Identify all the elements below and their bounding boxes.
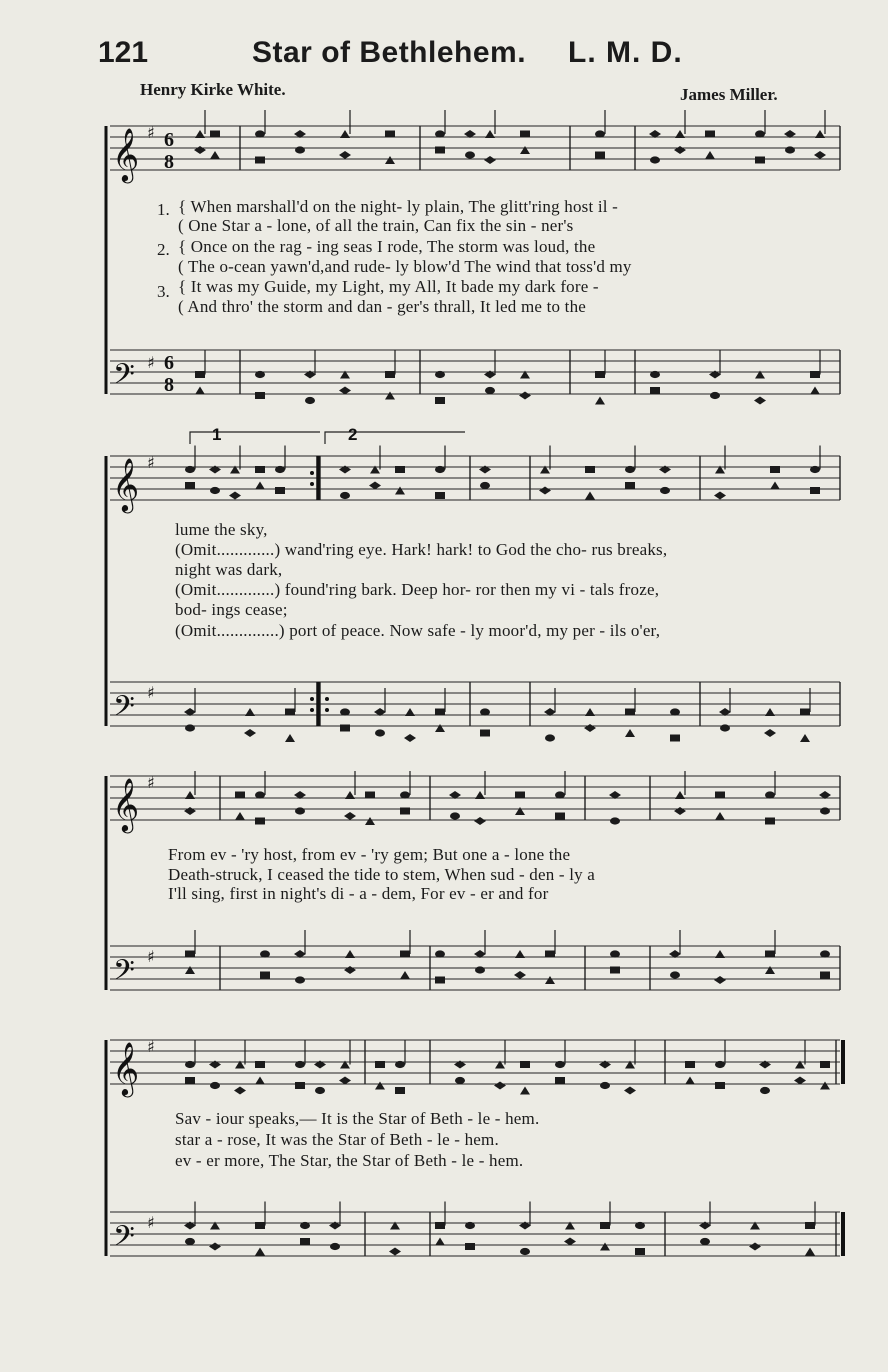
notehead	[519, 392, 531, 400]
notehead	[555, 791, 565, 798]
notehead	[715, 792, 725, 799]
notehead	[375, 1061, 385, 1068]
notehead	[435, 492, 445, 499]
notehead	[700, 1238, 710, 1245]
notehead	[820, 1082, 830, 1090]
notehead	[455, 1077, 465, 1084]
notehead	[260, 950, 270, 957]
notehead	[400, 971, 410, 979]
notehead	[435, 1238, 445, 1246]
notehead	[765, 708, 775, 716]
notehead	[475, 791, 485, 799]
notehead	[385, 392, 395, 400]
treble-clef-icon: 𝄞	[112, 777, 140, 831]
treble-clef-icon: 𝄞	[112, 1041, 140, 1095]
notehead	[810, 371, 820, 378]
notehead	[485, 387, 495, 394]
notehead	[555, 1061, 565, 1068]
notehead	[375, 729, 385, 736]
notehead	[435, 977, 445, 984]
notehead	[369, 482, 381, 490]
notehead	[555, 813, 565, 820]
treble-clef-icon: 𝄞	[112, 127, 140, 181]
lyric-line: { Once on the rag - ing seas I rode, The storm was loud, the	[178, 237, 596, 256]
notehead	[585, 708, 595, 716]
notehead	[210, 151, 220, 159]
notehead	[815, 130, 825, 138]
lyric-line: I'll sing, first in night's di - a - dem, For ev - er and for	[168, 884, 549, 903]
notehead	[255, 157, 265, 164]
notehead	[435, 724, 445, 732]
notehead	[345, 950, 355, 958]
notehead	[794, 1077, 806, 1085]
notehead	[764, 729, 776, 737]
verse-number: 2.	[157, 240, 170, 259]
lyric-line: Death-struck, I ceased the tide to stem, When sud - den - ly a	[168, 865, 596, 884]
notehead	[275, 466, 285, 473]
notehead	[255, 1077, 265, 1085]
notehead	[515, 792, 525, 799]
notehead	[705, 151, 715, 159]
notehead	[670, 735, 680, 742]
lyric-line: ( One Star a - lone, of all the train, Can fix the sin - ner's	[178, 216, 574, 235]
notehead	[515, 950, 525, 958]
notehead	[185, 951, 195, 958]
notehead	[520, 1248, 530, 1255]
hymn-meter: L. M. D.	[568, 36, 683, 69]
notehead	[255, 482, 265, 490]
notehead	[435, 709, 445, 716]
notehead	[475, 966, 485, 973]
notehead	[285, 709, 295, 716]
notehead	[339, 151, 351, 159]
hymn-title: Star of Bethlehem.	[252, 36, 527, 69]
notehead	[330, 1243, 340, 1250]
system-4-treble-staff	[110, 1040, 840, 1084]
notehead	[805, 1248, 815, 1256]
lyric-line: ( The o-cean yawn'd,and rude- ly blow'd The wind that toss'd my	[178, 257, 632, 276]
notehead	[340, 708, 350, 715]
notehead	[255, 1061, 265, 1068]
notehead	[260, 972, 270, 979]
notehead	[255, 1222, 265, 1229]
lyric-line: lume the sky,	[175, 520, 268, 539]
notehead	[244, 729, 256, 737]
notehead	[494, 1082, 506, 1090]
notehead	[295, 146, 305, 153]
notehead	[339, 1077, 351, 1085]
sharp-icon: ♯	[147, 123, 155, 142]
notehead	[715, 812, 725, 820]
bass-clef-icon: 𝄢	[113, 358, 135, 398]
notehead	[395, 1087, 405, 1094]
notehead	[480, 708, 490, 715]
lyric-line: { It was my Guide, my Light, my All, It bade my dark fore -	[178, 277, 599, 296]
notehead	[400, 791, 410, 798]
notehead	[234, 1087, 246, 1095]
notehead	[625, 729, 635, 737]
notehead	[185, 724, 195, 731]
notehead	[185, 1061, 195, 1068]
notehead	[625, 709, 635, 716]
svg-text:6: 6	[164, 129, 174, 151]
sharp-icon: ♯	[147, 947, 155, 966]
notehead	[749, 1243, 761, 1251]
notehead	[600, 1082, 610, 1089]
notehead	[340, 492, 350, 499]
notehead	[480, 482, 490, 489]
notehead	[255, 466, 265, 473]
notehead	[365, 792, 375, 799]
notehead	[185, 482, 195, 489]
bass-clef-icon: 𝄢	[113, 954, 135, 994]
notehead	[714, 976, 726, 984]
notehead	[715, 1082, 725, 1089]
notehead	[195, 371, 205, 378]
notehead	[595, 371, 605, 378]
notehead	[315, 1087, 325, 1094]
sharp-icon: ♯	[147, 353, 155, 372]
lyric-line: From ev - 'ry host, from ev - 'ry gem; But one a - lone the	[168, 845, 571, 864]
notehead	[195, 130, 205, 138]
sharp-icon: ♯	[147, 1037, 155, 1056]
notehead	[485, 130, 495, 138]
notehead	[650, 156, 660, 163]
notehead	[465, 1243, 475, 1250]
lyric-line: (Omit.............) found'ring bark. Deep hor- ror then my vi - tals froze,	[175, 580, 660, 599]
notehead	[650, 387, 660, 394]
volta-brackets	[190, 432, 465, 444]
notehead	[660, 487, 670, 494]
notehead	[810, 387, 820, 395]
notehead	[585, 492, 595, 500]
notehead	[400, 808, 410, 815]
notehead	[770, 466, 780, 473]
notehead	[340, 130, 350, 138]
notehead	[714, 492, 726, 500]
notehead	[595, 152, 605, 159]
notehead	[675, 791, 685, 799]
notehead	[765, 951, 775, 958]
notehead	[520, 1061, 530, 1068]
notehead	[295, 976, 305, 983]
notehead	[385, 156, 395, 164]
notehead	[275, 487, 285, 494]
notehead	[404, 734, 416, 742]
notehead	[610, 967, 620, 974]
notehead	[395, 466, 405, 473]
notehead	[295, 807, 305, 814]
notehead	[685, 1077, 695, 1085]
notehead	[650, 371, 660, 378]
notehead	[800, 709, 810, 716]
notehead	[770, 482, 780, 490]
sharp-icon: ♯	[147, 683, 155, 702]
notehead	[480, 730, 490, 737]
notehead	[670, 971, 680, 978]
notehead	[545, 976, 555, 984]
notehead	[450, 812, 460, 819]
notehead	[210, 131, 220, 138]
notehead	[625, 482, 635, 489]
notehead	[674, 146, 686, 154]
notehead	[585, 466, 595, 473]
notehead	[300, 1238, 310, 1245]
notehead	[710, 392, 720, 399]
notehead	[385, 131, 395, 138]
notehead	[185, 466, 195, 473]
notehead	[235, 792, 245, 799]
notehead	[435, 1222, 445, 1229]
lyric-line: (Omit.............) wand'ring eye. Hark! hark! to God the cho- rus breaks,	[175, 540, 668, 559]
notehead	[600, 1222, 610, 1229]
notehead	[344, 812, 356, 820]
notehead	[255, 1248, 265, 1256]
notehead	[754, 397, 766, 405]
sharp-icon: ♯	[147, 773, 155, 792]
notehead	[340, 725, 350, 732]
notehead	[595, 397, 605, 405]
notehead	[185, 1077, 195, 1084]
sharp-icon: ♯	[147, 453, 155, 472]
notehead	[765, 966, 775, 974]
notehead	[635, 1222, 645, 1229]
notehead	[675, 130, 685, 138]
notehead	[674, 807, 686, 815]
notehead	[520, 131, 530, 138]
notehead	[435, 466, 445, 473]
notehead	[755, 157, 765, 164]
notehead	[625, 466, 635, 473]
system-2-treble-staff	[110, 456, 840, 500]
notehead	[539, 487, 551, 495]
lyric-line: ( And thro' the storm and dan - ger's thrall, It led me to the	[178, 297, 587, 316]
notehead	[345, 791, 355, 799]
notehead	[820, 972, 830, 979]
notehead	[395, 487, 405, 495]
notehead	[195, 387, 205, 395]
notehead	[484, 156, 496, 164]
notehead	[810, 487, 820, 494]
notehead	[184, 807, 196, 815]
notehead	[400, 951, 410, 958]
notehead	[564, 1238, 576, 1246]
notehead	[715, 1061, 725, 1068]
notehead	[805, 1222, 815, 1229]
notehead	[209, 1243, 221, 1251]
notehead	[435, 371, 445, 378]
notehead	[820, 950, 830, 957]
notehead	[820, 807, 830, 814]
notehead	[820, 1061, 830, 1068]
notehead	[435, 130, 445, 137]
notehead	[229, 492, 241, 500]
notehead	[435, 397, 445, 404]
verse-number: 3.	[157, 282, 170, 301]
notehead	[755, 130, 765, 137]
notehead	[285, 734, 295, 742]
notehead	[600, 1243, 610, 1251]
bass-clef-icon: 𝄢	[113, 690, 135, 730]
notehead	[194, 146, 206, 154]
svg-text:6: 6	[164, 352, 174, 374]
time-signature	[164, 129, 174, 396]
notehead	[375, 1082, 385, 1090]
notehead	[385, 371, 395, 378]
notehead	[800, 734, 810, 742]
lyric-line: bod- ings cease;	[175, 600, 288, 619]
notehead	[635, 1248, 645, 1255]
svg-text:8: 8	[164, 374, 174, 396]
notehead	[520, 1087, 530, 1095]
notehead	[305, 397, 315, 404]
notehead	[300, 1222, 310, 1229]
notehead	[765, 818, 775, 825]
notehead	[344, 966, 356, 974]
notehead	[295, 1061, 305, 1068]
notehead	[405, 708, 415, 716]
notehead	[255, 371, 265, 378]
notehead	[245, 708, 255, 716]
notehead	[295, 1082, 305, 1089]
lyric-line: night was dark,	[175, 560, 283, 579]
notehead	[715, 950, 725, 958]
notehead	[435, 147, 445, 154]
notehead	[760, 1087, 770, 1094]
notehead	[255, 130, 265, 137]
sharp-icon: ♯	[147, 1213, 155, 1232]
notehead	[610, 950, 620, 957]
notehead	[705, 131, 715, 138]
notehead	[624, 1087, 636, 1095]
notehead	[474, 817, 486, 825]
notehead	[810, 466, 820, 473]
notehead	[339, 387, 351, 395]
notehead	[255, 392, 265, 399]
notehead	[814, 151, 826, 159]
notehead	[584, 724, 596, 732]
notehead	[465, 1222, 475, 1229]
notehead	[545, 734, 555, 741]
notehead	[395, 1061, 405, 1068]
lyric-line: Sav - iour speaks,— It is the Star of Beth - le - hem.	[175, 1109, 540, 1128]
notehead	[720, 724, 730, 731]
notehead	[235, 812, 245, 820]
second-ending-label: 2	[348, 425, 358, 444]
author-credit: Henry Kirke White.	[140, 80, 286, 99]
notehead	[520, 146, 530, 154]
notehead	[685, 1061, 695, 1068]
lyric-line: (Omit..............) port of peace. Now safe - ly moor'd, my per - ils o'er,	[175, 621, 661, 640]
bass-clef-icon: 𝄢	[113, 1220, 135, 1260]
notehead	[555, 1077, 565, 1084]
svg-text:8: 8	[164, 151, 174, 173]
first-ending-label: 1	[212, 425, 222, 444]
notehead	[514, 971, 526, 979]
notehead	[210, 1082, 220, 1089]
notehead	[670, 708, 680, 715]
notehead	[435, 950, 445, 957]
notehead	[255, 818, 265, 825]
notehead	[610, 817, 620, 824]
notehead	[465, 151, 475, 158]
notehead	[185, 966, 195, 974]
notehead	[785, 146, 795, 153]
verse-number: 1.	[157, 200, 170, 219]
notehead	[185, 1238, 195, 1245]
notehead	[595, 130, 605, 137]
lyric-line: star a - rose, It was the Star of Beth - le - hem.	[175, 1130, 499, 1149]
lyric-line: ev - er more, The Star, the Star of Beth - le - hem.	[175, 1151, 524, 1170]
notehead	[765, 791, 775, 798]
notehead	[210, 487, 220, 494]
system-1-bass-staff	[110, 350, 840, 394]
hymn-number: 121	[98, 36, 149, 69]
lyric-line: { When marshall'd on the night- ly plain, The glitt'ring host il -	[178, 197, 618, 216]
treble-clef-icon: 𝄞	[112, 457, 140, 511]
notehead	[365, 817, 375, 825]
notehead	[185, 791, 195, 799]
notehead	[389, 1248, 401, 1256]
notehead	[255, 791, 265, 798]
notehead	[515, 807, 525, 815]
notehead	[545, 951, 555, 958]
composer-credit: James Miller.	[680, 85, 778, 104]
